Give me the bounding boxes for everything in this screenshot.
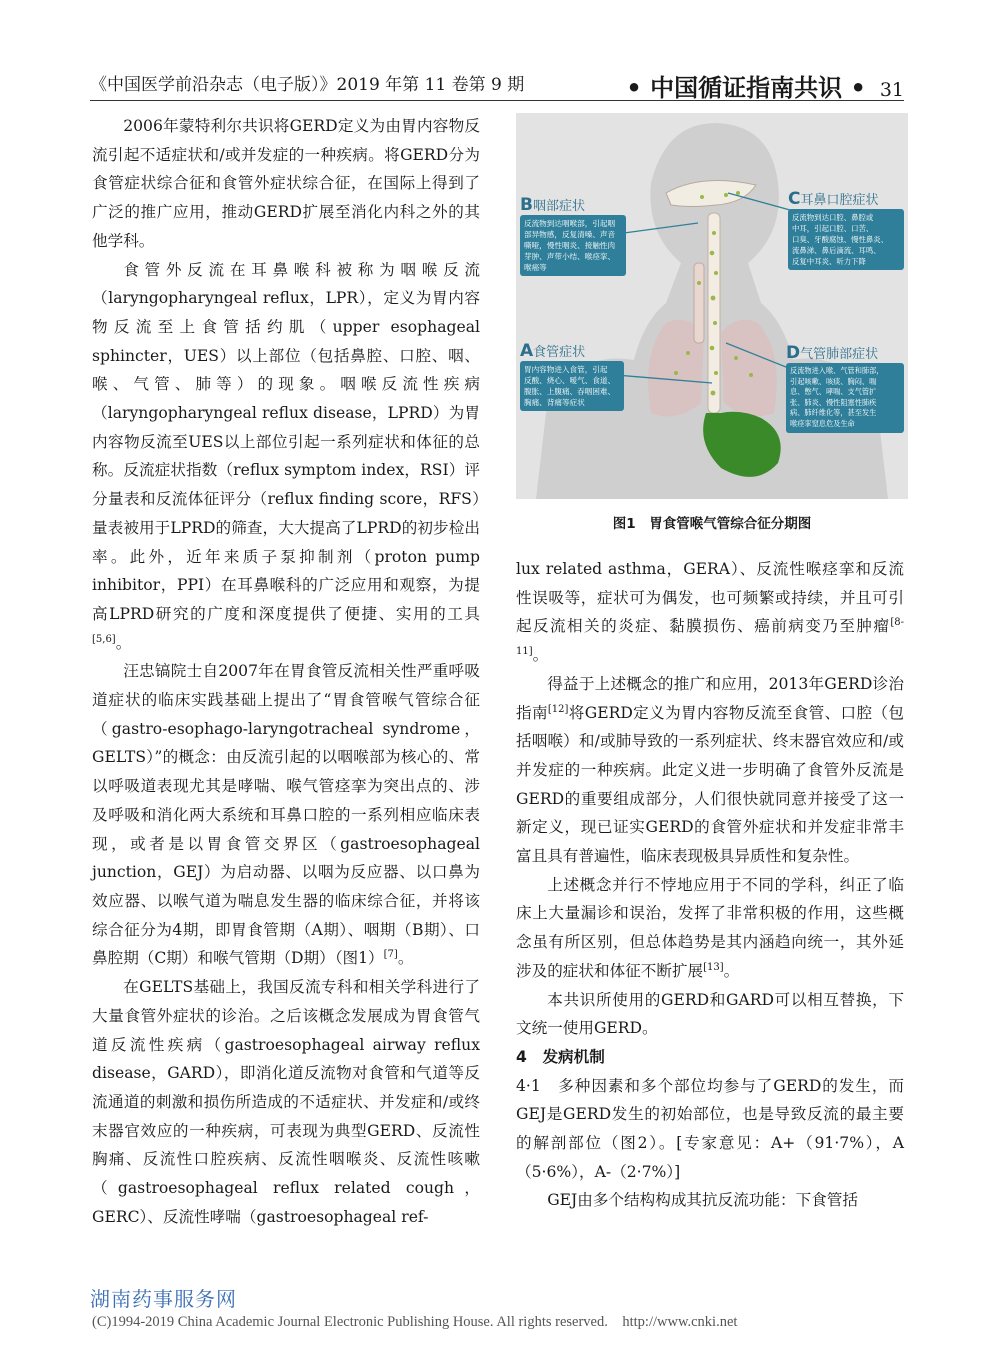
page-number: 31: [879, 79, 904, 101]
journal-header: 《中国医学前沿杂志（电子版）》2019 年第 11 卷第 9 期: [90, 75, 525, 95]
panel-a: [520, 341, 624, 411]
panel-letter: B: [520, 195, 533, 215]
paragraph: 上述概念并行不悖地应用于不同的学科，纠正了临床上大量漏诊和误治，发挥了非常积极的作用，这些概念虽有所区别，但总体趋势是其内涵趋向统一，其外延涉及的症状和体征不断扩展[13]。: [516, 875, 904, 980]
panel-title: 耳鼻口腔症状: [800, 193, 879, 208]
citation: [13]: [703, 961, 724, 973]
panel-text-box: 反流物到达咽喉部，引起咽 部异物感，反复清嗓、声音 嘶哑，慢性咽炎、接触性肉 芽肿、声带小结、喉痉挛、 喉癌等: [520, 215, 626, 276]
copyright-footer: (C)1994-2019 China Academic Journal Electronic Publishing House. All rights reserved. http://www.cnki.net: [92, 1314, 738, 1330]
paragraph: 在GELTS基础上，我国反流专科和相关学科进行了大量食管外症状的诊治。之后该概念发展成为胃食管气道反流性疾病（gastroesophageal airway reflux disease，GARD），即消化道反流物对食管和气道等反流通道的刺激和损伤所造成的不适症状、并发症和/或终末器官效应的一种疾病，可表现为典型GERD、反流性胸痛、反流性口腔疾病、反流性咽喉炎、反流性咳嗽（gastroesophageal reflux related cough，GERC）、反流性哮喘（gastroesophageal ref-: [92, 978, 480, 1226]
panel-b: [520, 195, 626, 276]
citation: [8-11]: [516, 617, 904, 657]
watermark: 湖南药事服务网: [90, 1287, 237, 1311]
paragraph: 食管外反流在耳鼻喉科被称为咽喉反流（laryngopharyngeal reflux，LPR），定义为胃内容物反流至上食管括约肌（upper esophageal sphincter，UES）以上部位（包括鼻腔、口腔、咽、喉、气管、肺等）的现象。咽喉反流性疾病（laryngopharyngeal reflux disease，LPRD）为胃内容物反流至UES以上部位引起一系列症状和体征的总称。反流症状指数（reflux symptom index，RSI）评分量表和反流体征评分（reflux finding score，RFS）量表被用于LPRD的筛查，大大提高了LPRD的初步检出率。此外，近年来质子泵抑制剂（proton pump inhibitor，PPI）在耳鼻喉科的广泛应用和观察，为提高LPRD研究的广度和深度提供了便捷、实用的工具[5,6]。: [92, 260, 480, 652]
paragraph: 4·1 多种因素和多个部位均参与了GERD的发生，而GEJ是GERD发生的初始部位，也是导致反流的最主要的解剖部位（图2）。[专家意见：A+（91·7%），A（5·6%），A-（2·7%）]: [516, 1076, 904, 1181]
citation: [7]: [383, 949, 398, 961]
right-column: [516, 555, 904, 1215]
section-header: [626, 68, 904, 103]
panel-c: [788, 189, 904, 270]
paragraph: 本共识所使用的GERD和GARD可以相互替换，下文统一使用GERD。: [516, 990, 904, 1038]
paragraph: 汪忠镐院士自2007年在胃食管反流相关性严重呼吸道症状的临床实践基础上提出了“胃食管喉气管综合征（gastro-esophago-laryngotracheal syndrome，GELTS）”的概念：由反流引起的以咽喉部为核心的、常以呼吸道表现尤其是哮喘、喉气管痉挛为突出点的、涉及呼吸和消化两大系统和耳鼻口腔的一系列相应临床表现，或者是以胃食管交界区（gastroesophageal junction，GEJ）为启动器、以咽为反应器、以口鼻为效应器、以喉气道为喘息发生器的临床综合征，并将该综合征分为4期，即胃食管期（A期）、咽期（B期）、口鼻腔期（C期）和喉气管期（D期）（图1）[7]。: [92, 662, 480, 968]
panel-letter: A: [520, 341, 534, 361]
figure-caption: 图1 胃食管喉气管综合征分期图: [612, 516, 812, 532]
panel-title: 食管症状: [533, 345, 586, 360]
panel-text-box: 反流物进入喉、气管和肺部， 引起咳嗽、咳痰、胸闷、喘 息、憋气、哮喘、支气管扩 张、肺炎、慢性阻塞性肺疾 病、肺纤维化等，甚至发生 喉痉挛窒息危及生命: [786, 363, 904, 433]
panel-text-box: 胃内容物进入食管，引起 反酸、烧心、嗳气、食道、 腹胀、上腹痛、吞咽困难、 胸痛、背痛等症状: [520, 361, 624, 411]
citation: [12]: [547, 703, 569, 715]
anatomy-illustration: [516, 113, 908, 499]
left-column: [92, 112, 480, 1231]
panel-letter: D: [786, 343, 801, 363]
panel-title: 气管肺部症状: [800, 347, 879, 362]
panel-title: 咽部症状: [532, 199, 585, 214]
paragraph: lux related asthma，GERA）、反流性喉痉挛和反流性误吸等，症状可为偶发，也可频繁或持续，并且可引起反流相关的炎症、黏膜损伤、癌前病变乃至肿瘤[8-11]。: [516, 560, 904, 665]
section-heading: 4 发病机制: [516, 1047, 605, 1066]
header-rule: [90, 100, 904, 101]
figure-1: [516, 113, 908, 499]
paragraph: 得益于上述概念的推广和应用，2013年GERD诊治指南[12]将GERD定义为胃内容物反流至食管、口腔（包括咽喉）和/或肺导致的一系列症状、终末器官效应和/或并发症的一种疾病。此定义进一步明确了食管外反流是GERD的重要组成部分，人们很快就同意并接受了这一新定义，现已证实GERD的食管外症状和并发症非常丰富且具有普遍性，临床表现极具异质性和复杂性。: [516, 674, 904, 866]
panel-text-box: 反流物到达口腔、鼻腔或 中耳，引起口腔、口苦、 口臭、牙酸腐蚀、慢性鼻炎、 流鼻涕、鼻后滴流、耳鸣、 反复中耳炎、听力下降: [788, 209, 904, 270]
paragraph: GEJ由多个结构构成其抗反流功能：下食管括: [547, 1191, 858, 1210]
paragraph: 2006年蒙特利尔共识将GERD定义为由胃内容物反流引起不适症状和/或并发症的一种疾病。将GERD分为食管症状综合征和食管外症状综合征，在国际上得到了广泛的推广应用，推动GERD扩展至消化内科之外的其他学科。: [92, 117, 480, 250]
section-title: • 中国循证指南共识 •: [626, 74, 866, 102]
panel-letter: C: [788, 189, 801, 209]
citation: [5,6]: [92, 633, 116, 645]
panel-d: [786, 343, 904, 433]
